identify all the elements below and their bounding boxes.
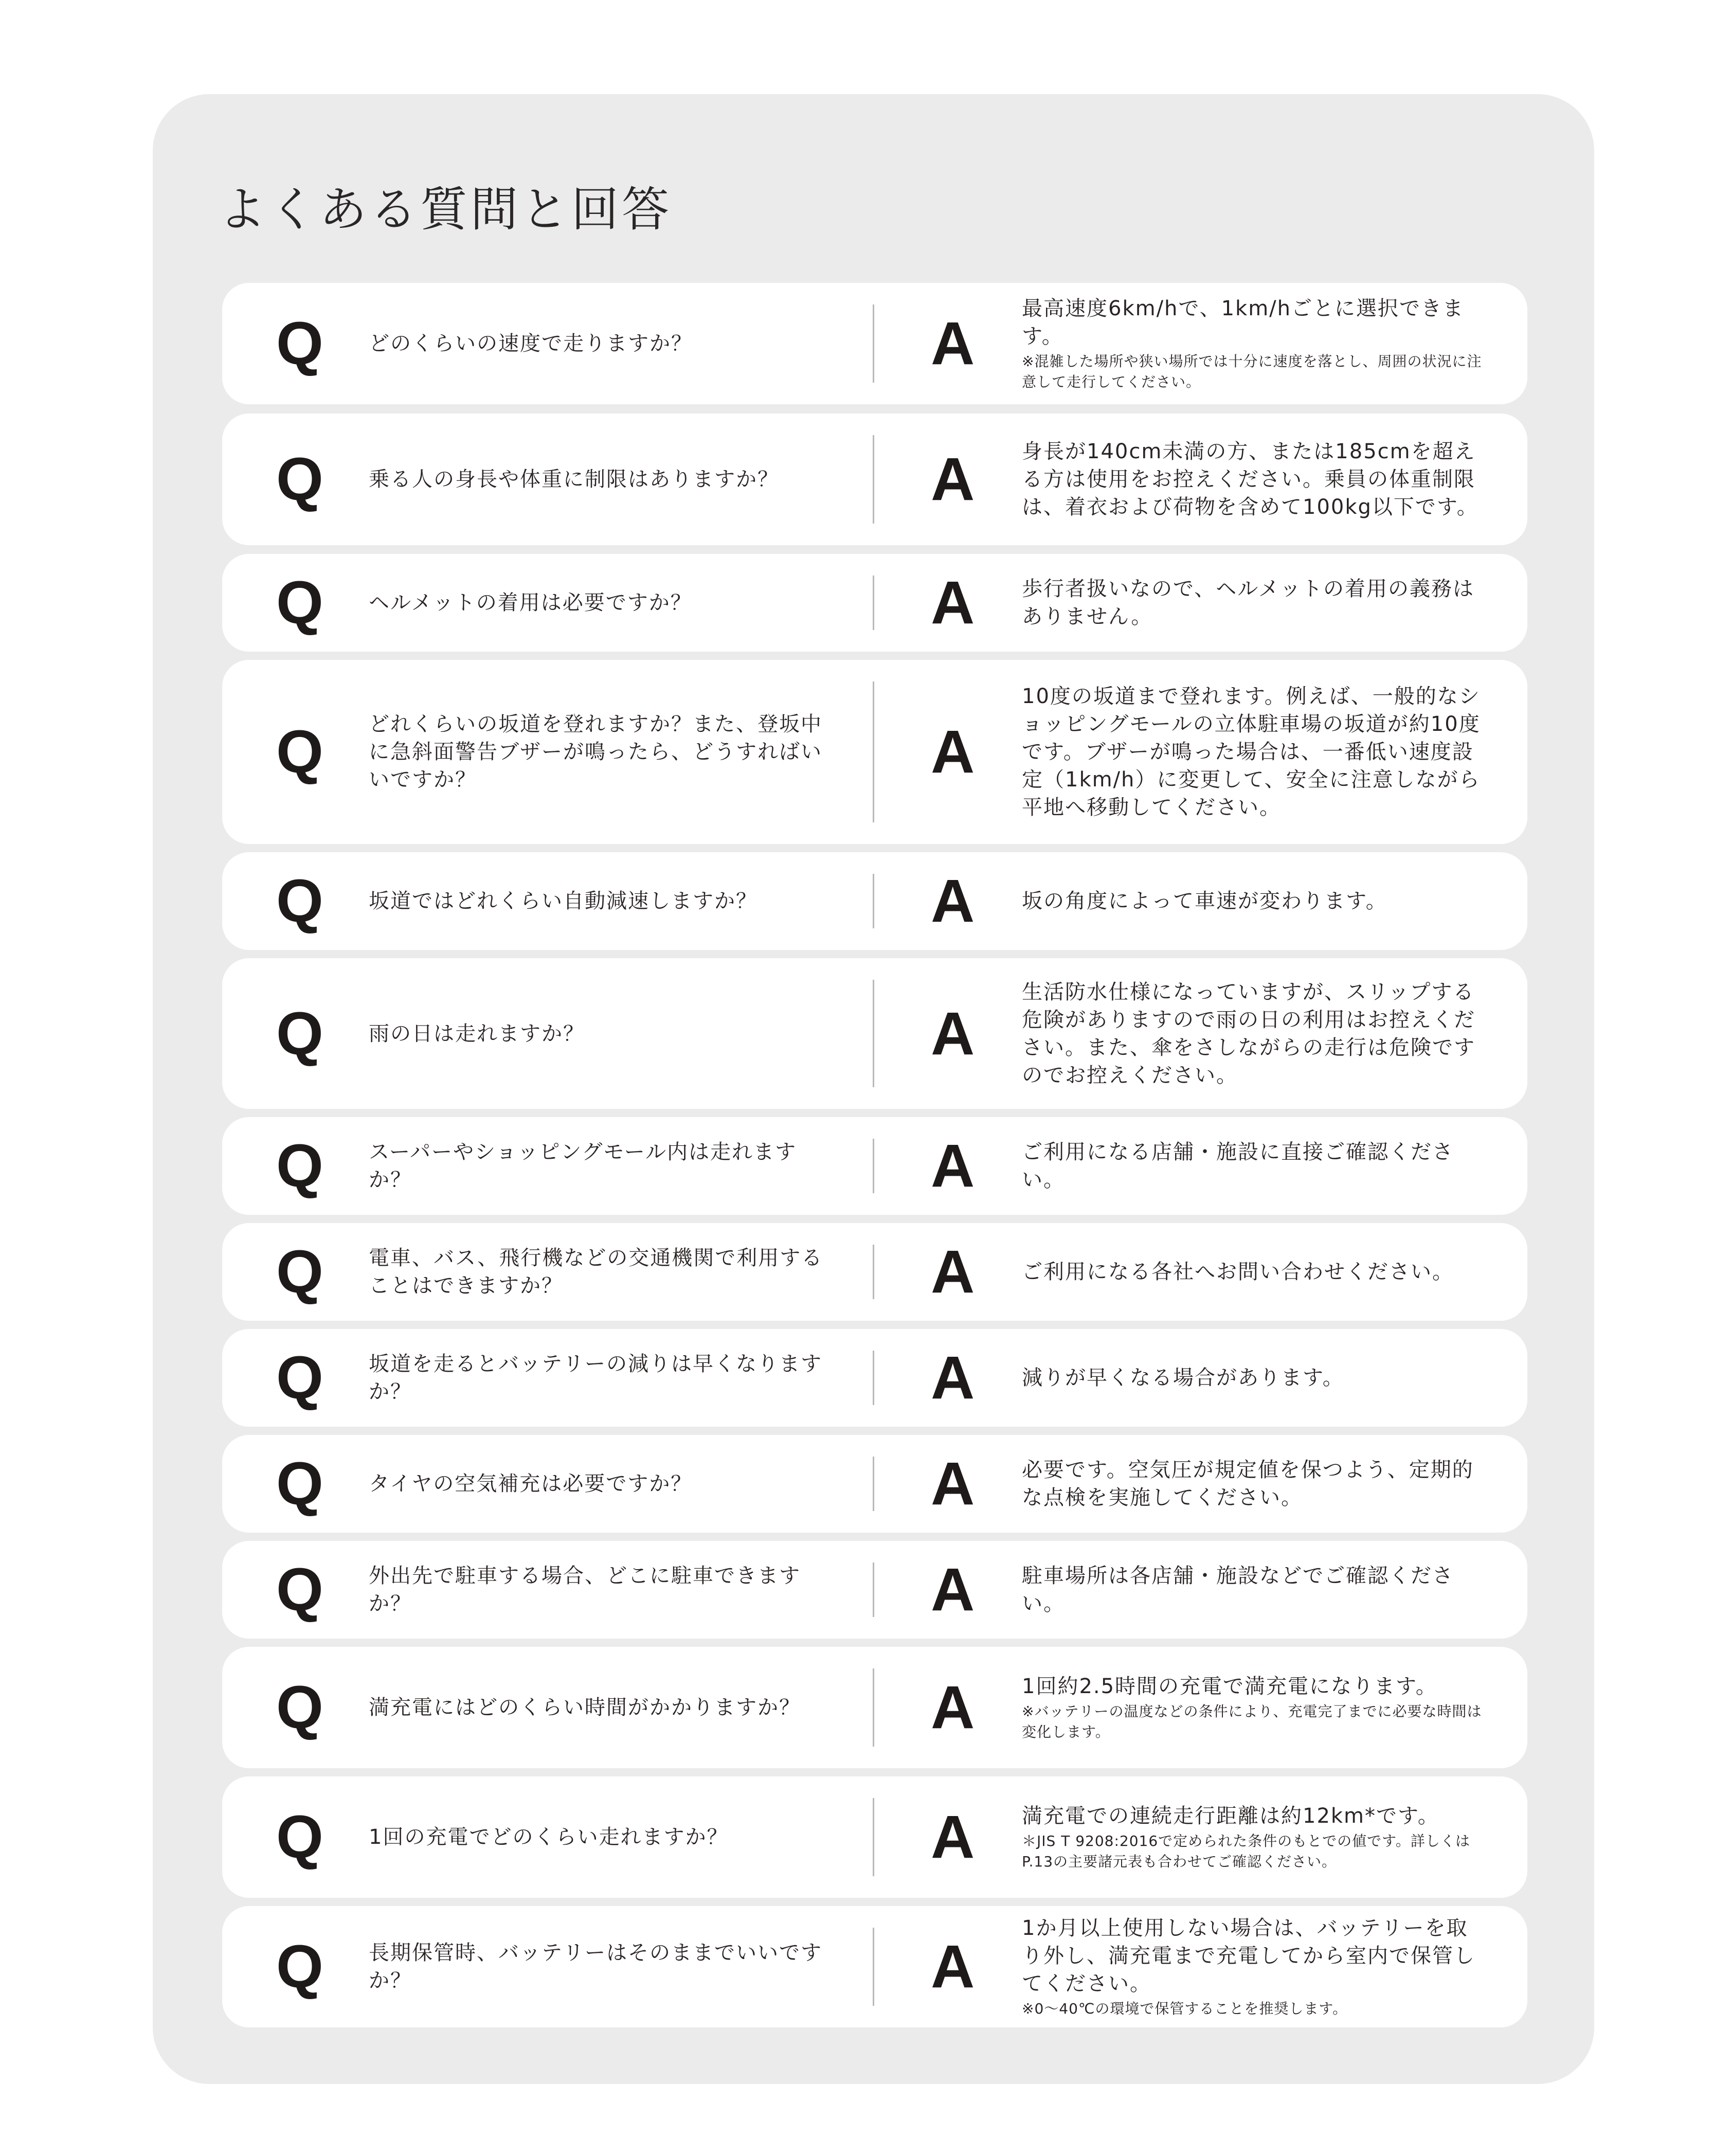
question-marker: Q [276,718,323,786]
question-text: 1回の充電でどのくらい走れますか？ [369,1825,729,1849]
question-text: 電車、バス、飛行機などの交通機関で利用することはできますか？ [369,1246,823,1298]
faq-row [222,1223,1527,1321]
question-text: 坂道を走るとバッテリーの減りは早くなりますか？ [369,1352,822,1404]
answer-text: 生活防水仕様になっていますが、スリップする危険がありますので雨の日の利用はお控えください。また、傘をさしながらの走行は危険ですのでお控えください。 [1022,980,1475,1087]
answer-block [1022,978,1485,1089]
answer-text: 必要です。空気圧が規定値を保つよう、定期的な点検を実施してください。 [1022,1458,1474,1510]
answer-block [1022,1562,1485,1618]
answer-block [1022,1802,1485,1872]
divider [873,1798,874,1876]
answer-marker: A [931,718,975,786]
answer-block [1022,1138,1485,1194]
faq-row [222,1647,1527,1768]
page-title: よくある質問と回答 [219,182,673,237]
question-marker: Q [276,1556,323,1624]
faq-row [222,1329,1527,1427]
answer-block [1022,1258,1485,1286]
question-marker: Q [276,445,323,513]
answer-marker: A [931,867,975,935]
question-marker: Q [276,999,323,1068]
faq-row [222,554,1527,652]
answer-block [1022,575,1485,631]
divider [873,1245,874,1299]
question-text: どれくらいの坂道を登れますか？また、登坂中に急斜面警告ブザーが鳴ったら、どうすればいいですか？ [369,712,822,792]
answer-block [1022,438,1485,521]
answer-marker: A [931,1344,975,1412]
divider [873,435,874,524]
question-text: タイヤの空気補充は必要ですか？ [369,1472,693,1496]
question-text: スーパーやショッピングモール内は走れますか？ [369,1140,797,1192]
question-text: どのくらいの速度で走りますか？ [369,332,693,355]
faq-row [222,283,1527,404]
divider [873,1928,874,2006]
answer-marker: A [931,569,975,637]
faq-row [222,414,1527,545]
answer-text: 減りが早くなる場合があります。 [1022,1366,1344,1390]
answer-text: 最高速度6km/hで、1km/hごとに選択できます。 [1022,297,1465,348]
answer-text: 坂の角度によって車速が変わります。 [1022,889,1387,913]
divider [873,980,874,1087]
question-marker: Q [276,1132,323,1200]
question-text: 坂道ではどれくらい自動減速しますか？ [369,889,758,913]
faq-row [222,1541,1527,1639]
faq-row [222,1906,1527,2027]
answer-note: ＊JIS T 9208:2016で定められた条件のもとでの値です。詳しくはP.13の主要諸元表も合わせてご確認ください。 [1022,1832,1470,1870]
answer-marker: A [931,1238,975,1306]
question-marker: Q [276,1238,323,1306]
question-text: 乗る人の身長や体重に制限はありますか？ [369,468,779,491]
answer-marker: A [931,1933,975,2001]
answer-text: 10度の坂道まで登れます。例えば、一般的なショッピングモールの立体駐車場の坂道が約10度です。ブザーが鳴った場合は、一番低い速度設定（1km/h）に変更して、安全に注意しながら平地へ移動してください。 [1022,685,1481,819]
answer-block [1022,295,1485,392]
faq-row [222,660,1527,844]
answer-note: ※混雑した場所や狭い場所では十分に速度を落とし、周囲の状況に注意して走行してください。 [1022,353,1482,390]
answer-text: ご利用になる各社へお問い合わせください。 [1022,1260,1454,1284]
divider [873,576,874,630]
question-marker: Q [276,1803,323,1871]
divider [873,304,874,383]
answer-marker: A [931,1132,975,1200]
divider [873,1668,874,1747]
question-marker: Q [276,1674,323,1741]
faq-row [222,1435,1527,1533]
answer-text: 歩行者扱いなので、ヘルメットの着用の義務はありません。 [1022,577,1474,628]
faq-row [222,958,1527,1109]
question-text: 外出先で駐車する場合、どこに駐車できますか？ [369,1564,801,1615]
answer-marker: A [931,1450,975,1518]
question-marker: Q [276,867,323,935]
answer-text: 1回約2.5時間の充電で満充電になります。 [1022,1675,1437,1698]
answer-block [1022,887,1485,915]
divider [873,1139,874,1193]
answer-block [1022,682,1485,821]
divider [873,1351,874,1405]
answer-marker: A [931,999,975,1068]
answer-block [1022,1914,1485,2019]
question-marker: Q [276,1933,323,2001]
question-marker: Q [276,1450,323,1518]
answer-marker: A [931,445,975,513]
answer-text: 駐車場所は各店舗・施設などでご確認ください。 [1022,1564,1454,1615]
answer-marker: A [931,1556,975,1624]
answer-text: 満充電での連続走行距離は約12km*です。 [1022,1804,1439,1828]
question-marker: Q [276,310,323,378]
answer-text: 身長が140cm未満の方、または185cmを超える方は使用をお控えください。乗員の体重制限は、着衣および荷物を含めて100kg以下です。 [1022,440,1478,519]
question-text: 長期保管時、バッテリーはそのままでいいですか？ [369,1941,822,1992]
divider [873,874,874,928]
question-text: 雨の日は走れますか？ [369,1021,585,1046]
divider [873,1457,874,1511]
answer-marker: A [931,1674,975,1741]
question-marker: Q [276,569,323,637]
faq-row [222,852,1527,950]
question-marker: Q [276,1344,323,1412]
question-text: 満充電にはどのくらい時間がかかりますか？ [369,1696,801,1719]
answer-block [1022,1456,1485,1512]
answer-marker: A [931,1803,975,1871]
divider [873,1562,874,1617]
question-text: ヘルメットの着用は必要ですか？ [369,591,692,615]
answer-text: 1か月以上使用しない場合は、バッテリーを取り外し、満充電まで充電してから室内で保管してください。 [1022,1916,1475,1996]
answer-marker: A [931,310,975,378]
answer-note: ※0〜40℃の環境で保管することを推奨します。 [1022,2000,1348,2017]
answer-block [1022,1364,1485,1392]
faq-row [222,1776,1527,1898]
answer-text: ご利用になる店舗・施設に直接ご確認ください。 [1022,1140,1454,1192]
divider [873,681,874,822]
faq-row [222,1117,1527,1215]
answer-block [1022,1673,1485,1742]
answer-note: ※バッテリーの温度などの条件により、充電完了までに必要な時間は変化します。 [1022,1703,1482,1740]
